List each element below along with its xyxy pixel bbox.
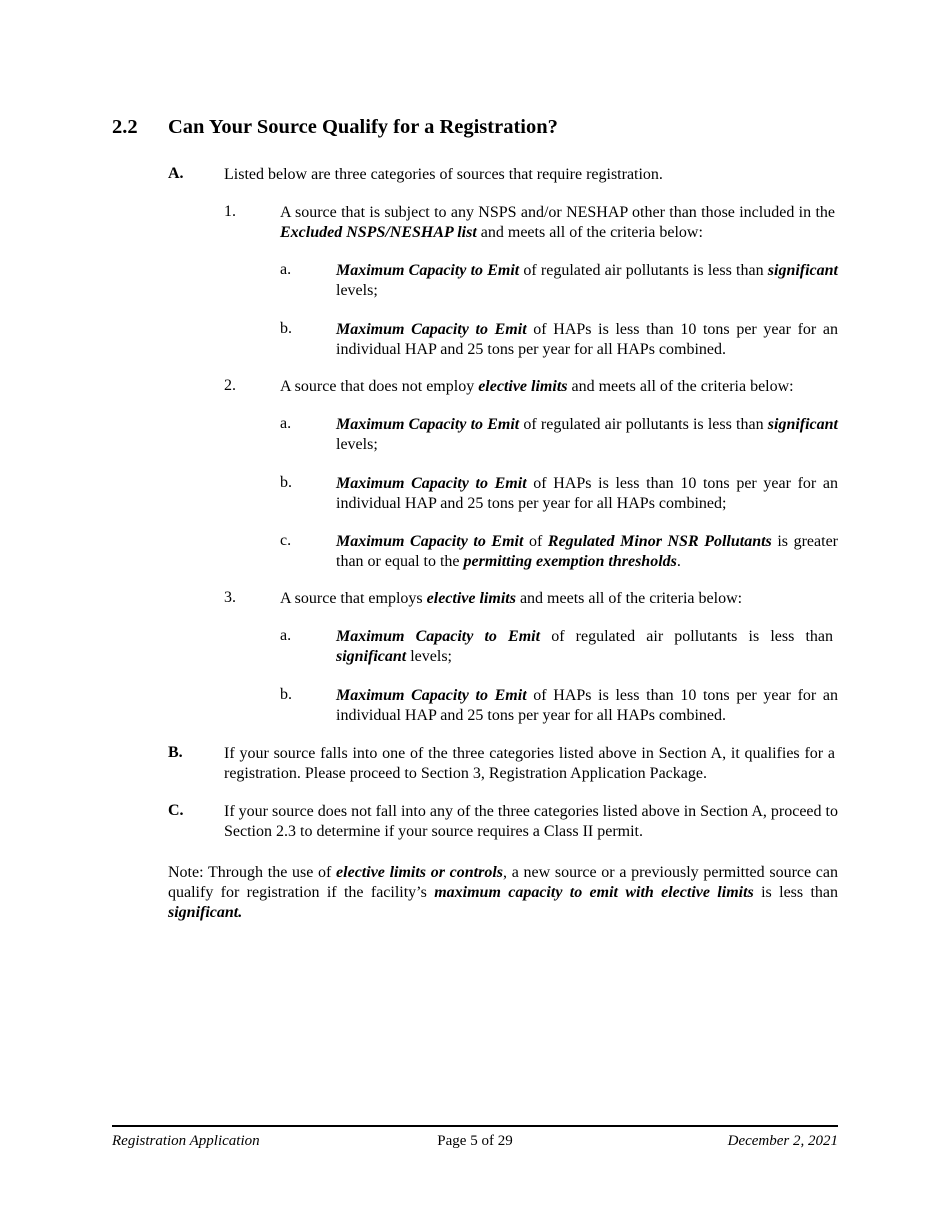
item-2-number: 2.: [224, 377, 236, 394]
footer-page-number: Page 5 of 29: [437, 1133, 513, 1149]
footer-date: December 2, 2021: [727, 1133, 838, 1149]
item-2b-label: b.: [280, 474, 292, 491]
item-2a-text: Maximum Capacity to Emit of regulated air pollutants is less than significant levels;: [336, 416, 838, 453]
item-1a-text: Maximum Capacity to Emit of regulated air pollutants is less than significant levels;: [336, 262, 838, 299]
section-a-label: A.: [168, 165, 184, 182]
item-1-text: A source that is subject to any NSPS and/or NESHAP other than those included in the Excluded NSPS/NESHAP list and meets all of the criteria below:: [280, 204, 835, 241]
section-c-text: If your source does not fall into any of the three categories listed above in Section A, proceed to Section 2.3 to determine if your source requires a Class II permit.: [224, 803, 838, 840]
item-3-number: 3.: [224, 589, 236, 606]
item-1b-label: b.: [280, 320, 292, 337]
section-c-label: C.: [168, 802, 184, 819]
footer-document-title: Registration Application: [112, 1133, 260, 1149]
section-number: 2.2: [112, 116, 138, 138]
section-title: Can Your Source Qualify for a Registration?: [168, 116, 558, 138]
item-3b-text: Maximum Capacity to Emit of HAPs is less than 10 tons per year for an individual HAP and 25 tons per year for all HAPs combined.: [336, 687, 838, 724]
item-2c-label: c.: [280, 532, 292, 549]
item-3-text: A source that employs elective limits and meets all of the criteria below:: [280, 590, 743, 607]
section-heading: [112, 116, 558, 139]
note-paragraph: Note: Through the use of elective limits or controls, a new source or a previously permitted source can qualify for registration if the facility’s maximum capacity to emit with elective limits is less than significant.: [168, 864, 839, 921]
item-3a-text: Maximum Capacity to Emit of regulated air pollutants is less than significant levels;: [336, 628, 833, 665]
item-2b-text: Maximum Capacity to Emit of HAPs is less than 10 tons per year for an individual HAP and 25 tons per year for all HAPs combined;: [336, 475, 838, 512]
section-a-intro: Listed below are three categories of sources that require registration.: [224, 166, 663, 183]
item-2-text: A source that does not employ elective limits and meets all of the criteria below:: [280, 378, 794, 395]
section-b-text: If your source falls into one of the three categories listed above in Section A, it qualifies for a registration. Please proceed to Section 3, Registration Application Package.: [224, 745, 835, 782]
item-2a-label: a.: [280, 415, 292, 432]
excluded-list-term: Excluded NSPS/NESHAP list: [280, 224, 477, 241]
footer-divider: [112, 1125, 838, 1127]
item-3b-label: b.: [280, 686, 292, 703]
item-3a-label: a.: [280, 627, 292, 644]
section-b-label: B.: [168, 744, 183, 761]
item-1b-text: Maximum Capacity to Emit of HAPs is less than 10 tons per year for an individual HAP and 25 tons per year for all HAPs combined.: [336, 321, 838, 358]
item-2c-text: Maximum Capacity to Emit of Regulated Minor NSR Pollutants is greater than or equal to the permitting exemption thresholds.: [336, 533, 839, 570]
item-1a-label: a.: [280, 261, 292, 278]
item-1-number: 1.: [224, 203, 236, 220]
